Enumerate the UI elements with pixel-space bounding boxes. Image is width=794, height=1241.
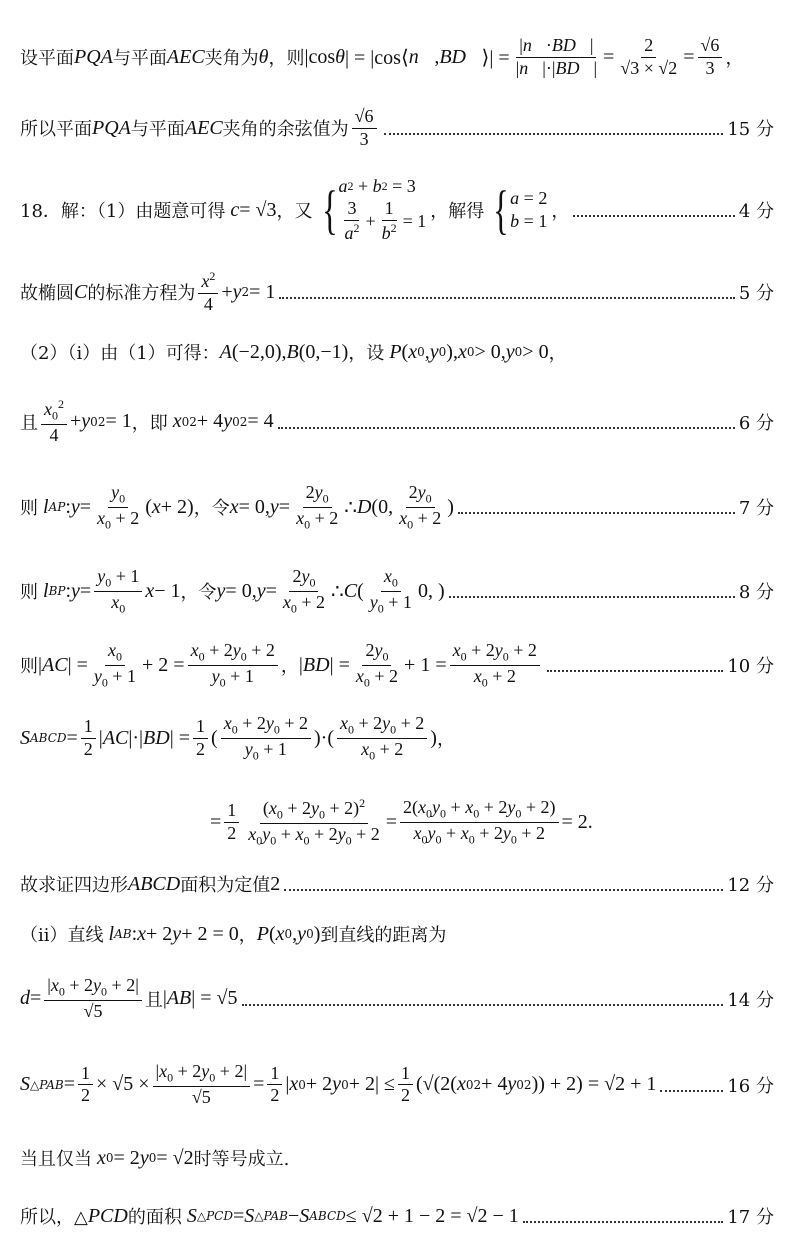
line-5-content: （2）（i）由（1）可得： A (−2,0), B (0,−1) ，设 P ( x 0 , y 0 ), x 0 > 0, y 0 > 0 ， xyxy=(20,340,567,364)
score-label: 8 分 xyxy=(738,582,774,603)
score-label: 7 分 xyxy=(738,498,774,519)
line-14 xyxy=(20,968,774,1030)
line-2-content: 所以平面 PQA 与平面 AEC 夹角的余弦值为 $\frac{√6}{3}$ xyxy=(20,107,380,150)
line-15-content: S △PAB = $\frac{1}{2}$ × √5 × $\frac{|x_0 + 2y_0 + 2|}{√5}$ = $\frac{1}{2}$ | x 0 + 2 y 0 + 2| ≤ $\frac{1}{2}$ (√(2( x 0 2 + 4 y 0 2 )) + 2) = √2 + 1 xyxy=(20,1061,657,1107)
line-7 xyxy=(20,478,774,536)
line-1 xyxy=(20,22,774,92)
line-10 xyxy=(20,708,774,768)
line-11-content: = $\frac{1}{2}$ $\frac{(x_0 + 2y_0 + 2)^2}{x_0y_0 + x_0 + 2y_0 + 2}$ = $\frac{2(x_0y_0 + x_0 + 2y_0 + 2)}{x_0y_0 + x_0 + 2y_0 + 2}$ = 2. xyxy=(210,795,593,848)
line-6 xyxy=(20,394,774,450)
line-4 xyxy=(20,264,774,320)
dot-leader xyxy=(279,297,734,299)
line-2 xyxy=(20,100,774,156)
line-14-content: d = $\frac{|x_0 + 2y_0 + 2|}{√5}$ 且 | AB | = √5 xyxy=(20,975,238,1021)
dot-leader xyxy=(278,427,735,429)
dot-leader xyxy=(449,596,735,598)
line-13-content: （ii）直线 l AB : x + 2 y + 2 = 0 ， P ( x 0 , y 0 ) 到直线的距离为 xyxy=(20,922,447,946)
score-label: 6 分 xyxy=(738,413,774,434)
dot-leader xyxy=(573,215,734,217)
dot-leader xyxy=(458,512,735,514)
score-label: 14 分 xyxy=(727,990,774,1011)
line-9-content: 则 | AC | = $\frac{x_0}{y_0 + 1}$ + 2 = $\frac{x_0 + 2y_0 + 2}{y_0 + 1}$ ， | BD | = $\frac{2y_0}{x_0 + 2}$ + 1 = $\frac{x_0 + 2y_0 + 2}{x_0 + 2}$ xyxy=(20,641,543,690)
score-label: 4 分 xyxy=(738,201,774,222)
line-17 xyxy=(20,1196,774,1236)
line-6-content: 且 $\frac{x_0^2}{4}$ + y 0 2 = 1 ，即 x 0 2 + 4 y 0 2 = 4 xyxy=(20,397,274,445)
dot-leader xyxy=(242,1004,724,1006)
line-12 xyxy=(20,866,774,902)
line-17-content: 所以，△ PCD 的面积 S △PCD = S △PAB − S ABCD ≤ √2 + 1 − 2 = √2 − 1 xyxy=(20,1204,519,1228)
line-8-content: 则 l BP : y = $\frac{y_0 + 1}{x_0}$ x − 1 ，令 y = 0, y = $\frac{2y_0}{x_0 + 2}$ ∴ C ( $\frac{x_0}{y_0 + 1}$ 0, ) xyxy=(20,565,445,616)
line-3 xyxy=(20,172,774,248)
line-3-content: 18．解：（1）由题意可得 c = √3 ，又 { a 2 + b 2 = 3 $\frac{3}{a^2}$ + $\frac{1}{b^2}$ = 1 ，解得 { a = 2 b = 1 ， xyxy=(20,176,570,243)
line-1-content: 设平面 PQA 与平面 AEC 夹角为 θ ，则 |cos θ | = |cos⟨ n⃗ , BD⃗ ⟩| = $\frac{|n⃗\cdot BD⃗|}{|n⃗|\cdot|BD⃗|}$ = $\frac{2}{√3 \times √2}$ = $\frac{√6}{3}$ ， xyxy=(20,34,744,78)
score-label: 10 分 xyxy=(727,656,774,677)
score-label: 5 分 xyxy=(738,283,774,304)
line-7-content: 则 l AP : y = $\frac{y_0}{x_0 + 2}$ ( x + 2) ，令 x = 0, y = $\frac{2y_0}{x_0 + 2}$ ∴ D (0, $\frac{2y_0}{x_0 + 2}$ ) xyxy=(20,481,454,532)
score-label: 16 分 xyxy=(727,1076,774,1097)
line-13 xyxy=(20,914,774,954)
dot-leader xyxy=(660,1090,723,1092)
line-10-content: S ABCD = $\frac{1}{2}$ | AC |·| BD | = $\frac{1}{2}$ ( $\frac{x_0 + 2y_0 + 2}{y_0 + 1}$ )·( $\frac{x_0 + 2y_0 + 2}{x_0 + 2}$ ) ， xyxy=(20,712,455,763)
line-16 xyxy=(20,1140,774,1176)
line-12-content: 故求证四边形 ABCD 面积为定值 2 xyxy=(20,872,281,896)
line-9 xyxy=(20,636,774,694)
dot-leader xyxy=(523,1221,724,1223)
dot-leader xyxy=(547,670,723,672)
score-label: 17 分 xyxy=(727,1207,774,1228)
dot-leader xyxy=(284,889,723,891)
line-15 xyxy=(20,1054,774,1116)
line-8 xyxy=(20,562,774,620)
dot-leader xyxy=(384,133,724,135)
score-label: 15 分 xyxy=(727,119,774,140)
score-label: 12 分 xyxy=(727,875,774,896)
line-11 xyxy=(20,790,774,854)
line-16-content: 当且仅当 x 0 = 2 y 0 = √2 时等号成立. xyxy=(20,1146,290,1170)
line-4-content: 故椭圆 C 的标准方程为 $\frac{x^2}{4}$ + y 2 = 1 xyxy=(20,268,276,314)
line-5 xyxy=(20,332,774,372)
